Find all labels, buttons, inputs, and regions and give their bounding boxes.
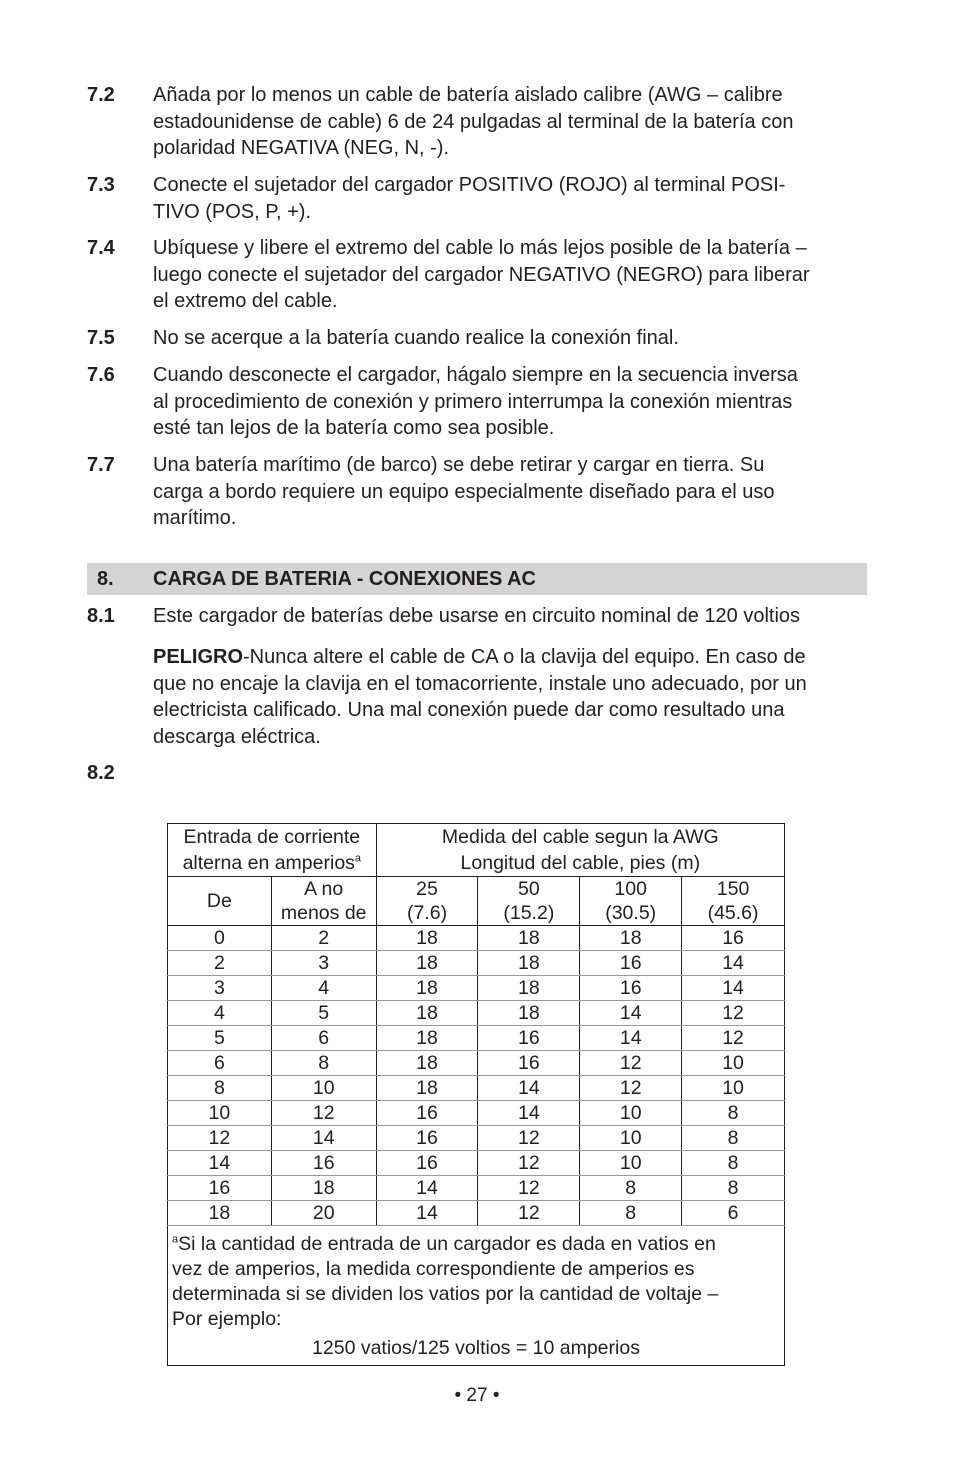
table-cell: 8 [682, 1101, 785, 1126]
item-7-4 [87, 235, 877, 315]
table-cell: 4 [271, 976, 376, 1001]
item-number: 8.2 [87, 762, 115, 784]
table-cell: 2 [271, 926, 376, 951]
table-cell: 8 [682, 1126, 785, 1151]
table-row [168, 1051, 785, 1076]
table-cell: 16 [376, 1151, 478, 1176]
table-cell: 12 [478, 1176, 580, 1201]
footnote-row [168, 1226, 785, 1366]
item-7-7 [87, 452, 877, 532]
table-cell: 3 [168, 976, 272, 1001]
table-cell: 20 [271, 1201, 376, 1226]
table-cell: 16 [376, 1101, 478, 1126]
footnote [168, 1226, 785, 1366]
text-line: Añada por lo menos un cable de batería aislado calibre (AWG – calibre [153, 84, 783, 106]
footnote-line [172, 1232, 780, 1257]
table-cell: 18 [580, 926, 682, 951]
item-number: 7.6 [87, 364, 115, 386]
item-7-2 [87, 82, 877, 162]
table-cell: 12 [271, 1101, 376, 1126]
table-cell: 18 [376, 1051, 478, 1076]
item-text [153, 235, 877, 315]
table-cell: 5 [271, 1001, 376, 1026]
danger-text [153, 644, 877, 750]
table-cell: 18 [376, 1001, 478, 1026]
table-cell: 18 [376, 1076, 478, 1101]
table-cell: 18 [376, 976, 478, 1001]
awg-header [376, 824, 784, 877]
table-cell: 12 [580, 1051, 682, 1076]
item-number: 7.4 [87, 237, 115, 259]
item-7-3 [87, 172, 877, 225]
table-subheader-row [168, 877, 785, 926]
header-text: menos de [280, 902, 367, 924]
table-row [168, 1201, 785, 1226]
footnote-text: Si la cantidad de entrada de un cargador es dada en vatios en [178, 1233, 716, 1255]
header-text: Entrada de corriente [183, 826, 361, 848]
table-cell: 6 [271, 1026, 376, 1051]
table-row [168, 1126, 785, 1151]
length-m: (7.6) [406, 902, 448, 924]
table-cell: 14 [376, 1176, 478, 1201]
table-cell: 10 [168, 1101, 272, 1126]
text-line [153, 644, 877, 671]
text-line: Cuando desconecte el cargador, hágalo siempre en la secuencia inversa [153, 364, 798, 386]
table-cell: 18 [376, 951, 478, 976]
table-cell: 18 [478, 926, 580, 951]
table-cell: 10 [580, 1101, 682, 1126]
col-de-header: De [168, 877, 272, 926]
text-line: No se acerque a la batería cuando realice la conexión final. [153, 327, 679, 349]
table-header-row [168, 824, 785, 877]
danger-paragraph [87, 644, 877, 750]
section-title: CARGA DE BATERIA - CONEXIONES AC [153, 568, 536, 590]
table-cell: 10 [682, 1076, 785, 1101]
item-text [153, 603, 877, 630]
wire-gauge-table [167, 823, 785, 1366]
item-number: 8.1 [87, 605, 115, 627]
length-m: (45.6) [707, 902, 759, 924]
header-text: Longitud del cable, pies (m) [460, 852, 701, 874]
table-cell: 6 [168, 1051, 272, 1076]
table-cell: 16 [271, 1151, 376, 1176]
length-header [478, 877, 580, 926]
table-cell: 0 [168, 926, 272, 951]
table-cell: 14 [478, 1076, 580, 1101]
table-cell: 16 [168, 1176, 272, 1201]
section-number: 8. [97, 568, 114, 590]
text-line: TIVO (POS, P, +). [153, 200, 312, 223]
table-row [168, 976, 785, 1001]
length-m: (15.2) [503, 902, 555, 924]
table-cell: 2 [168, 951, 272, 976]
item-number: 7.3 [87, 174, 115, 196]
table-cell: 18 [478, 976, 580, 1001]
header-text [168, 850, 376, 876]
item-8-1 [87, 603, 877, 630]
text-line: al procedimiento de conexión y primero interrumpa la conexión mientras [153, 390, 793, 413]
text-line: marítimo. [153, 507, 237, 529]
table-cell: 10 [580, 1126, 682, 1151]
length-header [682, 877, 785, 926]
table-row [168, 1101, 785, 1126]
text-line: que no encaje la clavija en el tomacorriente, instale uno adecuado, por un [153, 672, 807, 695]
table-row [168, 1001, 785, 1026]
table-cell: 18 [271, 1176, 376, 1201]
table-cell: 16 [580, 951, 682, 976]
table-cell: 14 [682, 951, 785, 976]
item-text [153, 362, 877, 442]
table-cell: 14 [376, 1201, 478, 1226]
table-cell: 16 [682, 926, 785, 951]
item-7-6 [87, 362, 877, 442]
table-cell: 8 [682, 1151, 785, 1176]
table-row [168, 951, 785, 976]
length-ft: 100 [614, 878, 647, 900]
table-row [168, 1151, 785, 1176]
table-cell: 8 [580, 1176, 682, 1201]
length-m: (30.5) [605, 902, 657, 924]
text-line: estadounidense de cable) 6 de 24 pulgadas al terminal de la batería con [153, 110, 794, 133]
table-cell: 18 [478, 1001, 580, 1026]
table-cell: 14 [168, 1151, 272, 1176]
table-cell: 10 [271, 1076, 376, 1101]
text-line: Conecte el sujetador del cargador POSITIVO (ROJO) al terminal POSI- [153, 174, 786, 196]
text-line: Ubíquese y libere el extremo del cable lo más lejos posible de la batería – [153, 237, 807, 259]
table-cell: 12 [682, 1001, 785, 1026]
item-text [153, 452, 877, 532]
header-text: A no [304, 878, 344, 900]
text-line: luego conecte el sujetador del cargador NEGATIVO (NEGRO) para liberar [153, 263, 810, 286]
table-cell: 14 [682, 976, 785, 1001]
ac-input-header [168, 824, 377, 877]
table-cell: 14 [271, 1126, 376, 1151]
length-header [376, 877, 478, 926]
table-cell: 10 [682, 1051, 785, 1076]
table-cell: 18 [168, 1201, 272, 1226]
table-cell: 4 [168, 1001, 272, 1026]
item-number: 7.2 [87, 84, 115, 106]
footnote-example: 1250 vatios/125 voltios = 10 amperios [312, 1337, 640, 1359]
table-cell: 12 [580, 1076, 682, 1101]
text-line: polaridad NEGATIVA (NEG, N, -). [153, 137, 450, 159]
item-text [153, 82, 877, 162]
table-cell: 14 [478, 1101, 580, 1126]
col-ano-header [271, 877, 376, 926]
table-cell: 12 [478, 1201, 580, 1226]
table-cell: 12 [682, 1026, 785, 1051]
table-row [168, 1176, 785, 1201]
text-line: el extremo del cable. [153, 290, 338, 312]
table-cell: 16 [478, 1051, 580, 1076]
item-text [153, 172, 877, 225]
item-text [153, 325, 877, 352]
length-ft: 150 [716, 878, 750, 900]
item-7-5 [87, 325, 877, 352]
danger-label: PELIGRO [153, 646, 244, 668]
table-cell: 16 [478, 1026, 580, 1051]
item-number: 7.5 [87, 327, 115, 349]
length-ft: 50 [518, 878, 540, 900]
table-row [168, 1076, 785, 1101]
footnote-line: determinada si se dividen los vatios por la cantidad de voltaje – [172, 1283, 719, 1305]
header-text-line: alterna en amperios [182, 852, 355, 874]
table-cell: 18 [376, 926, 478, 951]
table-cell: 8 [271, 1051, 376, 1076]
table-cell: 12 [478, 1126, 580, 1151]
footnote-line: Por ejemplo: [172, 1308, 282, 1330]
text-line: descarga eléctrica. [153, 725, 321, 748]
table-cell: 16 [580, 976, 682, 1001]
text-line: esté tan lejos de la batería como sea posible. [153, 417, 555, 439]
length-ft: 25 [416, 878, 438, 900]
item-number: 7.7 [87, 454, 115, 476]
text-line: carga a bordo requiere un equipo especialmente diseñado para el uso [153, 480, 775, 503]
table-cell: 8 [168, 1076, 272, 1101]
header-text: Medida del cable segun la AWG [441, 826, 719, 848]
table-cell: 6 [682, 1201, 785, 1226]
danger-first-line: -Nunca altere el cable de CA o la clavija del equipo. En caso de [243, 646, 806, 668]
table-cell: 8 [682, 1176, 785, 1201]
section-8-heading [87, 563, 867, 595]
table-cell: 14 [580, 1026, 682, 1051]
table-cell: 12 [168, 1126, 272, 1151]
table-row [168, 926, 785, 951]
page-number: • 27 • [454, 1385, 500, 1406]
table-cell: 8 [580, 1201, 682, 1226]
text-line: electricista calificado. Una mal conexión puede dar como resultado una [153, 699, 785, 721]
table-cell: 10 [580, 1151, 682, 1176]
table-cell: 14 [580, 1001, 682, 1026]
table-row [168, 1026, 785, 1051]
table-cell: 12 [478, 1151, 580, 1176]
table-cell: 16 [376, 1126, 478, 1151]
table-cell: 18 [376, 1026, 478, 1051]
table-cell: 18 [478, 951, 580, 976]
footnote-marker: a [172, 1233, 179, 1246]
footnote-marker: a [354, 852, 362, 865]
table-cell: 5 [168, 1026, 272, 1051]
table-cell: 3 [271, 951, 376, 976]
table-body [168, 926, 785, 1226]
length-header [580, 877, 682, 926]
text-line: Este cargador de baterías debe usarse en circuito nominal de 120 voltios [153, 605, 801, 627]
text-line: Una batería marítimo (de barco) se debe retirar y cargar en tierra. Su [153, 454, 765, 476]
footnote-line: vez de amperios, la medida correspondiente de amperios es [172, 1258, 695, 1280]
